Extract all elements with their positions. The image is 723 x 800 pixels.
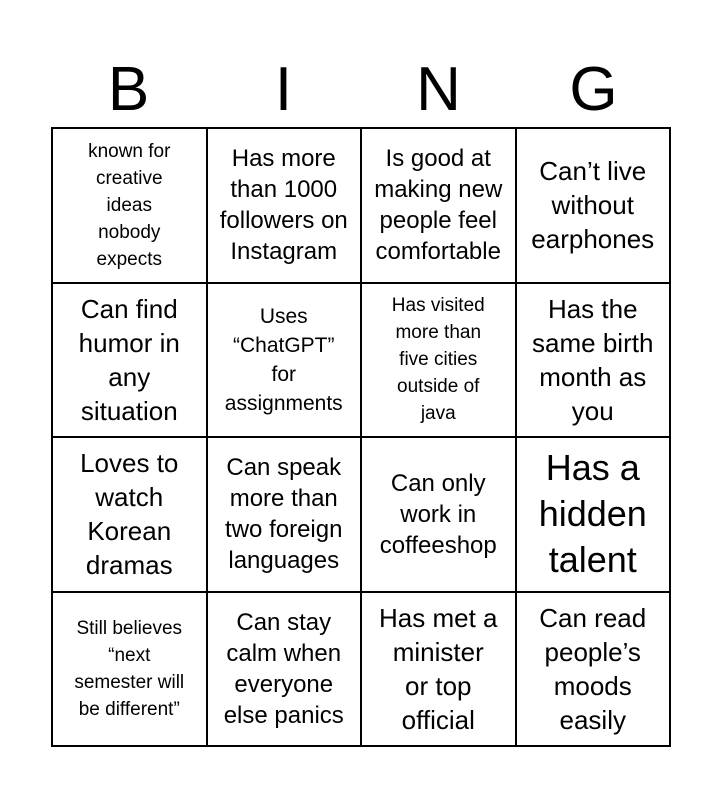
cell-text: Can find humor in any situation	[78, 293, 180, 426]
bingo-cell-5[interactable]	[53, 284, 208, 439]
cell-text: Has more than 1000 followers on Instagram	[219, 145, 348, 266]
cell-text: Has the same birth month as you	[532, 293, 654, 426]
header-letter-g: G	[569, 55, 618, 124]
cell-text: Has visited more than five cities outside of java	[391, 295, 485, 425]
bingo-grid	[51, 127, 671, 747]
cell-text: Can’t live without earphones	[531, 156, 655, 255]
cell-text: Uses “ChatGPT” for assignments	[224, 304, 343, 415]
bingo-cell-6[interactable]	[208, 284, 363, 439]
header-letter-n: N	[416, 55, 461, 124]
cell-text: Can speak more than two foreign languages	[225, 454, 343, 575]
cell-text: Has met a minister or top official	[379, 602, 498, 735]
cell-text: Has a hidden talent	[538, 447, 647, 581]
bingo-cell-16[interactable]	[517, 593, 672, 748]
bingo-cell-14[interactable]	[208, 593, 363, 748]
bingo-cell-11[interactable]	[362, 438, 517, 593]
cell-text: Can stay calm when everyone else panics	[223, 608, 344, 729]
bingo-cell-2[interactable]	[208, 129, 363, 284]
bingo-cell-3[interactable]	[362, 129, 517, 284]
bingo-cell-7[interactable]	[362, 284, 517, 439]
cell-text: Can read people’s moods easily	[539, 602, 647, 735]
cell-text: Still believes “next semester will be different”	[74, 617, 185, 720]
bingo-header	[51, 52, 671, 128]
bingo-cell-10[interactable]	[208, 438, 363, 593]
bingo-cell-1[interactable]	[53, 129, 208, 284]
bingo-cell-12[interactable]	[517, 438, 672, 593]
bingo-cell-9[interactable]	[53, 438, 208, 593]
bingo-cell-13[interactable]	[53, 593, 208, 748]
header-letter-b: B	[107, 55, 150, 124]
bingo-cell-8[interactable]	[517, 284, 672, 439]
cell-text: known for creative ideas nobody expects	[88, 140, 171, 270]
cell-text: Loves to watch Korean dramas	[80, 448, 179, 581]
cell-text: Can only work in coffeeshop	[379, 469, 497, 559]
bingo-cell-15[interactable]	[362, 593, 517, 748]
cell-text: Is good at making new people feel comfortable	[374, 145, 503, 266]
header-letter-i: I	[274, 55, 293, 124]
bingo-cell-4[interactable]	[517, 129, 672, 284]
